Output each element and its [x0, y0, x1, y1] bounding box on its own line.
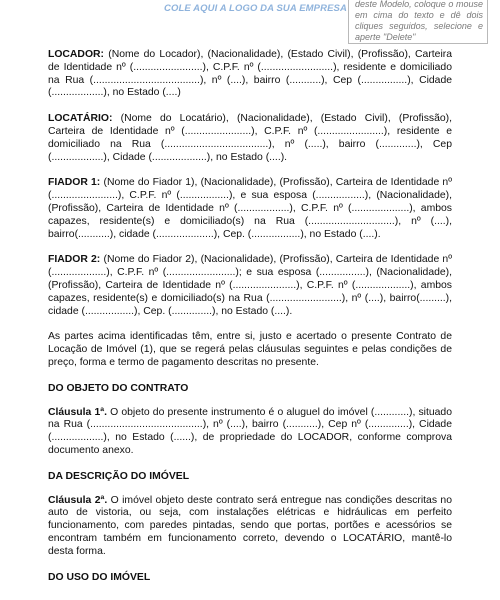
- party-label: FIADOR 1:: [48, 177, 101, 189]
- party-locador: [48, 49, 452, 100]
- clause-text: O imóvel objeto deste contrato será entregue nas condições descritas no auto de vistoria, ou seja, com instalações elétricas e hidráulicas em perfeito funcionamento, com paredes pintadas, sendo que portas, portões e acessórios se encontram também em funcionamento correto, devendo o LOCATÁRIO, mantê-lo desta forma.: [48, 494, 452, 557]
- logo-placeholder: COLE AQUI A LOGO DA SUA EMPRESA: [164, 3, 347, 14]
- clause-label: Cláusula 2ª.: [48, 494, 108, 506]
- party-fiador-1: [48, 177, 452, 241]
- clause-2: [48, 495, 452, 559]
- clause-1: [48, 407, 452, 458]
- party-label: LOCADOR:: [48, 49, 104, 60]
- party-text: (Nome do Fiador 2), (Nacionalidade), (Profissão), Carteira de Identidade nº (...................), C.P.F. nº (........................); e sua esposa (................), (Nacionalidade), (Profissão), Carteira de Identidade nº (......................), C.P.F. nº (...................), ambos capazes, residente(s) e domiciliado(s) na Rua (.........................), nº (....), bairro(.........), cidade (.................), Cep. (..............), no Estado (....).: [48, 254, 452, 317]
- intro-paragraph: As partes acima identificadas têm, entre si, justo e acertado o presente Contrato de Locação de Imóvel (1), que se regerá pelas cláusulas seguintes e pelas condições de preço, forma e termo de pagamento descritas no presente.: [48, 331, 452, 368]
- instruction-note: deste Modelo, coloque o mouse em cima do texto e dê dois cliques seguidos, selecione e aperte "Delete": [348, 0, 488, 44]
- party-text: (Nome do Fiador 1), (Nacionalidade), (Profissão), Carteira de Identidade nº (.......................), C.P.F. nº (.................), e sua esposa (.................), (Nacionalidade), (Profissão), Carteira de Identidade nº (..................), C.P.F. nº (....................), ambos capazes, residente(s) e domiciliado(s) na Rua (..............................), nº (....), bairro(...........), cidade (....................), Cep. (.................), no Estado (....).: [48, 177, 452, 240]
- party-label: FIADOR 2:: [48, 254, 101, 266]
- party-fiador-2: [48, 254, 452, 318]
- section-heading-objeto: DO OBJETO DO CONTRATO: [48, 382, 189, 394]
- party-locatario: [48, 113, 452, 164]
- party-label: LOCATÁRIO:: [48, 113, 113, 125]
- party-text: (Nome do Locador), (Nacionalidade), (Estado Civil), (Profissão), Carteira de Identidade nº (........................), C.P.F. nº (.........................), residente e domiciliado na Rua (.....................................), nº (....), bairro (...........), Cep (................), Cidade (..................), no Estado (....): [48, 49, 452, 99]
- section-heading-descricao: DA DESCRIÇÃO DO IMÓVEL: [48, 470, 190, 482]
- contract-body: [48, 49, 452, 595]
- clause-text: O objeto do presente instrumento é o aluguel do imóvel (............), situado na Rua (.......................................), nº (....), bairro (...........), Cep nº (..............), Cidade (..................), no Estado (......), de propriedade do LOCADOR, conforme comprova documento anexo.: [48, 406, 452, 456]
- clause-label: Cláusula 1ª.: [48, 406, 107, 418]
- party-text: (Nome do Locatário), (Nacionalidade), (Estado Civil), (Profissão), Carteira de Identidade nº (.......................), C.P.F. nº (.......................), residente e domiciliado na Rua (....................................), nº (.....), bairro (.............), Cep (..................), Cidade (...................), no Estado (....).: [48, 113, 452, 163]
- section-heading-uso: DO USO DO IMÓVEL: [48, 571, 151, 583]
